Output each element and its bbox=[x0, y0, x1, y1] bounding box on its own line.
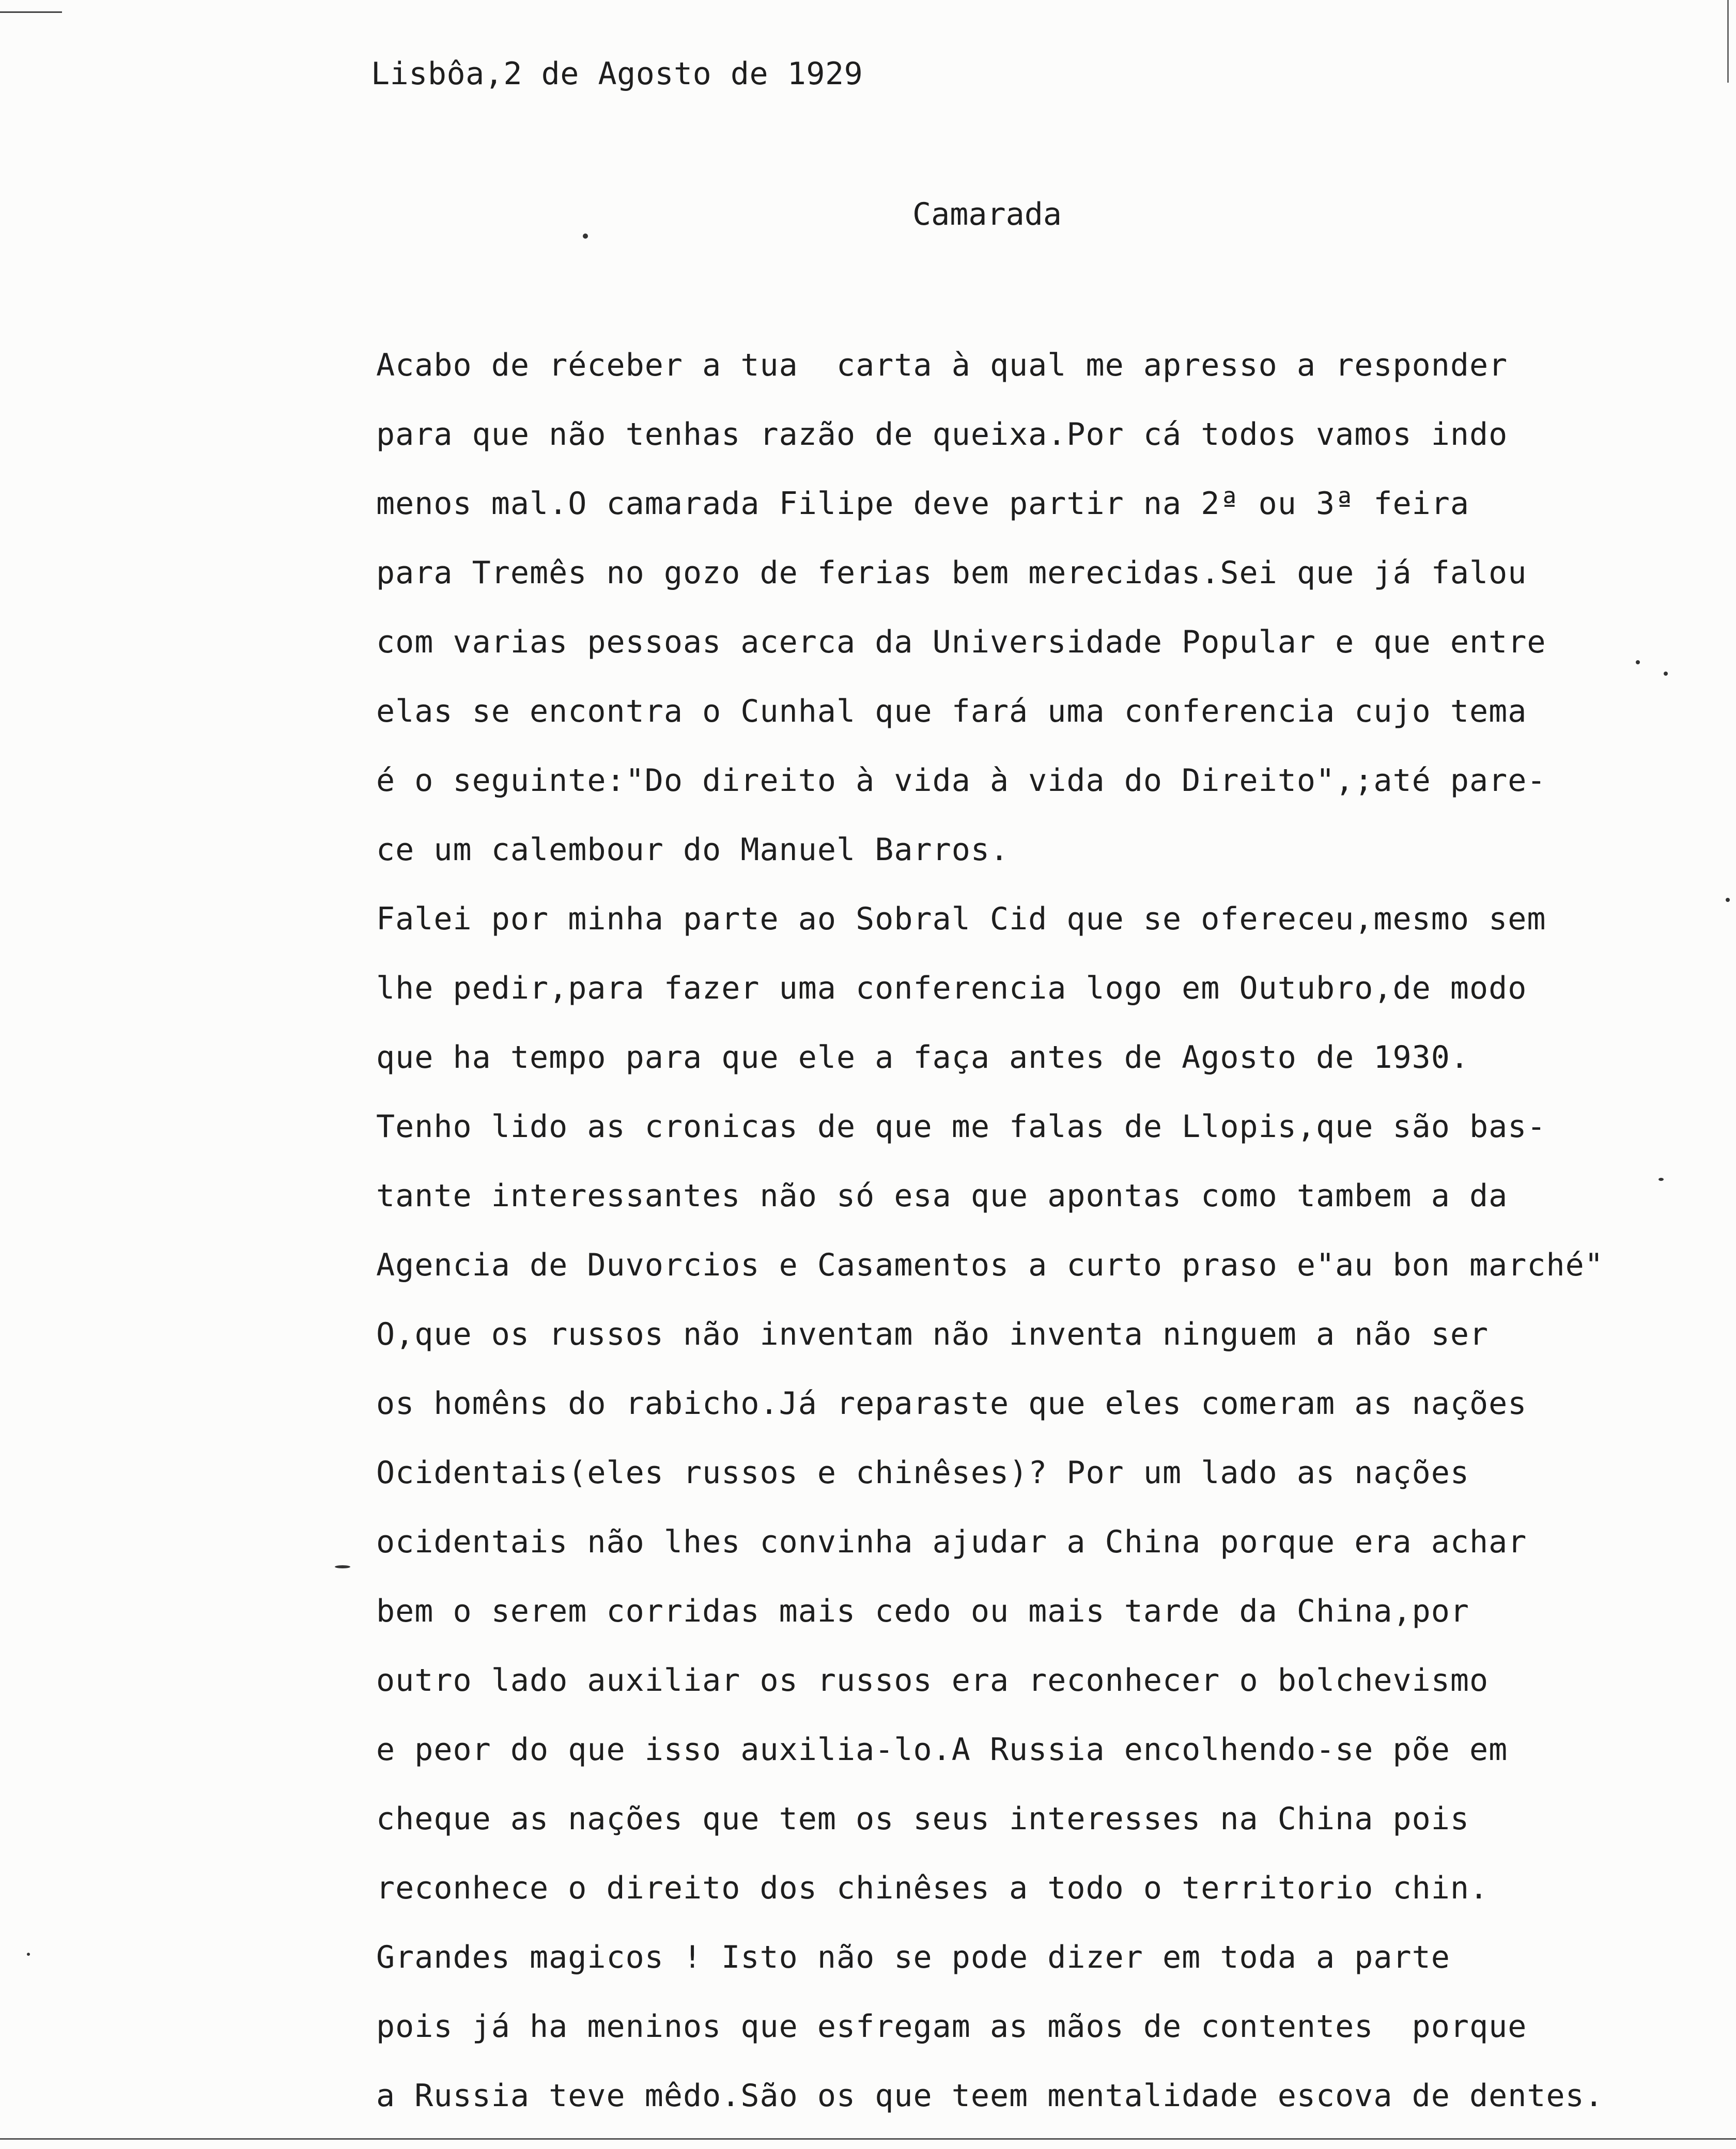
letter-line: para Tremês no gozo de ferias bem merecidas.Sei que já falou bbox=[376, 555, 1527, 591]
letter-line: Tenho lido as cronicas de que me falas de Llopis,que são bas- bbox=[376, 1109, 1546, 1145]
letter-body bbox=[376, 331, 1699, 2130]
letter-line: reconhece o direito dos chinêses a todo o territorio chin. bbox=[376, 1870, 1489, 1906]
letter-line: Agencia de Duvorcios e Casamentos a curto praso e"au bon marché" bbox=[376, 1247, 1604, 1283]
letter-line: outro lado auxiliar os russos era reconhecer o bolchevismo bbox=[376, 1662, 1489, 1699]
letter-line: a Russia teve mêdo.São os que teem mentalidade escova de dentes. bbox=[376, 2078, 1604, 2114]
letter-line: ocidentais não lhes convinha ajudar a China porque era achar bbox=[376, 1524, 1527, 1560]
letter-line: os homêns do rabicho.Já reparaste que eles comeram as nações bbox=[376, 1385, 1527, 1422]
letter-line: bem o serem corridas mais cedo ou mais tarde da China,por bbox=[376, 1593, 1470, 1629]
letter-line: que ha tempo para que ele a faça antes de Agosto de 1930. bbox=[376, 1039, 1470, 1076]
letter-line: Ocidentais(eles russos e chinêses)? Por um lado as nações bbox=[376, 1455, 1470, 1491]
scan-edge-bottom bbox=[0, 2138, 1736, 2140]
ink-speck bbox=[27, 1953, 30, 1956]
letter-dateline: Lisbôa,2 de Agosto de 1929 bbox=[371, 56, 863, 92]
letter-line: cheque as nações que tem os seus interesses na China pois bbox=[376, 1801, 1470, 1837]
scan-edge-right bbox=[1727, 0, 1729, 83]
scan-edge-top bbox=[0, 11, 62, 13]
letter-line: elas se encontra o Cunhal que fará uma conferencia cujo tema bbox=[376, 693, 1527, 729]
letter-line: ce um calembour do Manuel Barros. bbox=[376, 832, 1010, 868]
letter-line: lhe pedir,para fazer uma conferencia logo em Outubro,de modo bbox=[376, 970, 1527, 1006]
letter-line: para que não tenhas razão de queixa.Por cá todos vamos indo bbox=[376, 416, 1508, 453]
letter-line: pois já ha meninos que esfregam as mãos de contentes porque bbox=[376, 2008, 1527, 2045]
letter-line: com varias pessoas acerca da Universidade Popular e que entre bbox=[376, 624, 1546, 660]
letter-line: Acabo de réceber a tua carta à qual me apresso a responder bbox=[376, 347, 1508, 383]
ink-speck bbox=[1726, 898, 1730, 902]
letter-line: Falei por minha parte ao Sobral Cid que se ofereceu,mesmo sem bbox=[376, 901, 1546, 937]
letter-line: O,que os russos não inventam não inventa ninguem a não ser bbox=[376, 1316, 1489, 1352]
letter-salutation: Camarada bbox=[912, 196, 1062, 232]
letter-line: Grandes magicos ! Isto não se pode dizer em toda a parte bbox=[376, 1939, 1450, 1975]
ink-smudge bbox=[335, 1565, 350, 1568]
letter-line: e peor do que isso auxilia-lo.A Russia encolhendo-se põe em bbox=[376, 1732, 1508, 1768]
letter-line: tante interessantes não só esa que apontas como tambem a da bbox=[376, 1178, 1508, 1214]
letter-line: é o seguinte:"Do direito à vida à vida do Direito",;até pare- bbox=[376, 762, 1546, 799]
letter-line: menos mal.O camarada Filipe deve partir na 2ª ou 3ª feira bbox=[376, 486, 1470, 522]
ink-speck bbox=[583, 233, 588, 239]
